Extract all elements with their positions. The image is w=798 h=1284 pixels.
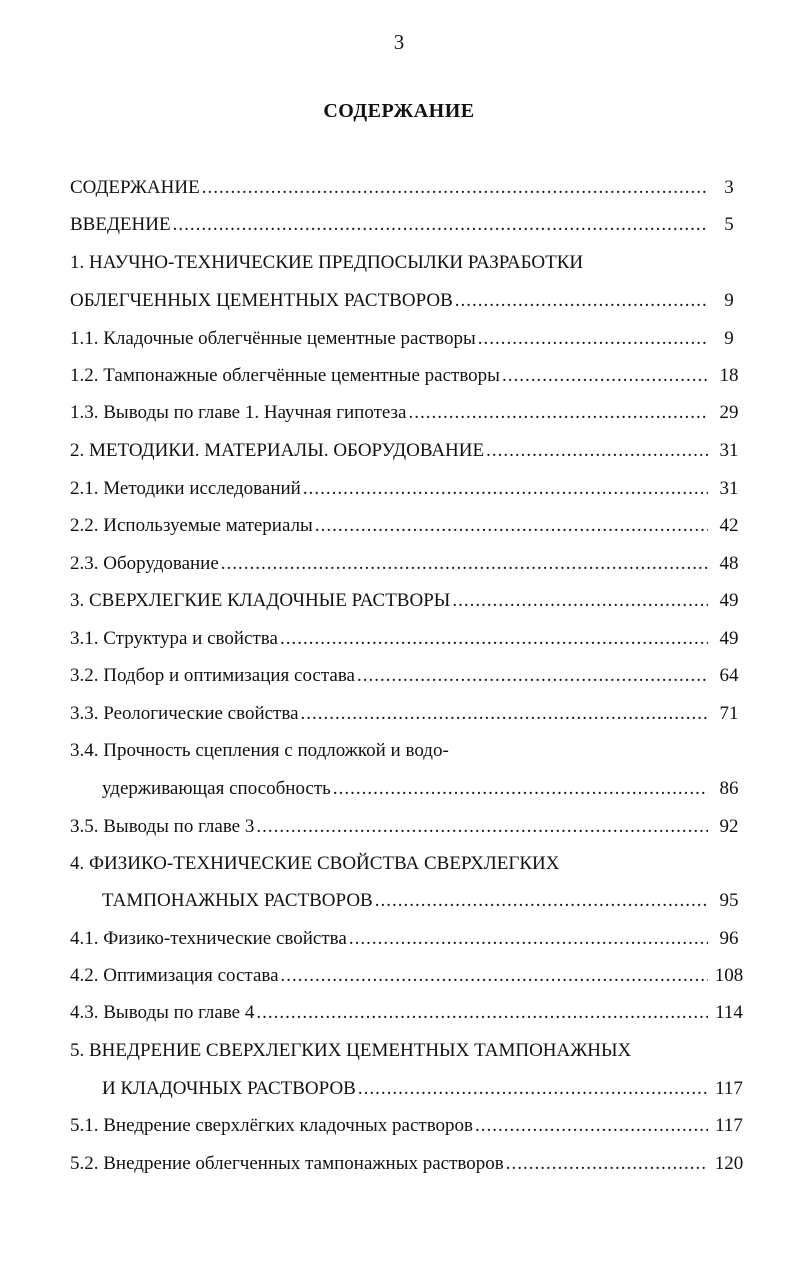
- toc-entry-title: 4.2. Оптимизация состава: [70, 965, 279, 986]
- toc-entry: [70, 362, 710, 390]
- toc-entry-page: 96: [719, 928, 739, 949]
- toc-entry-title: 5. ВНЕДРЕНИЕ СВЕРХЛЕГКИХ ЦЕМЕНТНЫХ ТАМПОНАЖНЫХ: [70, 1040, 632, 1061]
- toc-entry-page: 117: [715, 1115, 743, 1136]
- toc-entry-title: 3.3. Реологические свойства: [70, 703, 299, 724]
- leader-dots: [502, 362, 708, 390]
- toc-entry: [70, 737, 710, 765]
- toc-entry-title: 4. ФИЗИКО-ТЕХНИЧЕСКИЕ СВОЙСТВА СВЕРХЛЕГКИХ: [70, 853, 560, 874]
- toc-entry-page: 49: [719, 628, 739, 649]
- leader-dots: [349, 925, 708, 953]
- toc-entry-page: 9: [724, 290, 734, 311]
- toc-entry-title: 2.2. Используемые материалы: [70, 515, 313, 536]
- toc-entry-page: 71: [719, 703, 739, 724]
- toc-entry-page: 117: [715, 1078, 743, 1099]
- toc-entry: [70, 399, 710, 427]
- toc-entry-page: 3: [724, 177, 734, 198]
- toc-entry-page: 48: [719, 553, 739, 574]
- leader-dots: [202, 174, 708, 202]
- leader-dots: [280, 625, 708, 653]
- toc-entry-page: 86: [719, 778, 739, 799]
- toc-entry-title: 3.2. Подбор и оптимизация состава: [70, 665, 355, 686]
- toc-entry-page: 31: [719, 478, 739, 499]
- leader-dots: [301, 700, 708, 728]
- toc-entry-page: 5: [724, 214, 734, 235]
- leader-dots: [333, 775, 708, 803]
- toc-entry-title: СОДЕРЖАНИЕ: [70, 177, 200, 198]
- toc-entry: [70, 850, 710, 878]
- toc-entry: [70, 475, 710, 503]
- leader-dots: [358, 1075, 708, 1103]
- toc-entry-page: 120: [714, 1153, 744, 1174]
- toc-entry-page: 49: [719, 590, 739, 611]
- leader-dots: [486, 437, 708, 465]
- toc-entry: [70, 813, 710, 841]
- toc-entry-page: 95: [719, 890, 739, 911]
- leader-dots: [281, 962, 708, 990]
- toc-entry-title: 1.1. Кладочные облегчённые цементные растворы: [70, 328, 476, 349]
- toc-entry: [70, 325, 710, 353]
- toc-entry-title: 4.3. Выводы по главе 4: [70, 1002, 255, 1023]
- toc-entry-title: 5.1. Внедрение сверхлёгких кладочных растворов: [70, 1115, 474, 1136]
- toc-entry-title: ТАМПОНАЖНЫХ РАСТВОРОВ: [102, 890, 373, 911]
- toc-entry-title: 3.4. Прочность сцепления с подложкой и водо-: [70, 740, 449, 761]
- toc-entry-title: ВВЕДЕНИЕ: [70, 214, 171, 235]
- toc-entry-title: 3. СВЕРХЛЕГКИЕ КЛАДОЧНЫЕ РАСТВОРЫ: [70, 590, 451, 611]
- toc-entry: [70, 550, 710, 578]
- leader-dots: [475, 1112, 708, 1140]
- toc-entry-title: 1. НАУЧНО-ТЕХНИЧЕСКИЕ ПРЕДПОСЫЛКИ РАЗРАБОТКИ: [70, 252, 584, 273]
- toc-entry-page: 9: [724, 328, 734, 349]
- toc-entry-title: 2.1. Методики исследований: [70, 478, 301, 499]
- toc-entry: [102, 887, 710, 915]
- leader-dots: [256, 813, 708, 841]
- toc-entry: [102, 1075, 710, 1103]
- leader-dots: [256, 999, 708, 1027]
- leader-dots: [452, 587, 708, 615]
- toc-entry-title: 5.2. Внедрение облегченных тампонажных растворов: [70, 1153, 504, 1174]
- toc-entry: [70, 512, 710, 540]
- toc-entry-page: 92: [719, 816, 739, 837]
- toc-entry: [70, 1037, 710, 1065]
- toc-entry-title: 1.2. Тампонажные облегчённые цементные растворы: [70, 365, 500, 386]
- toc-entry-title: ОБЛЕГЧЕННЫХ ЦЕМЕНТНЫХ РАСТВОРОВ: [70, 290, 453, 311]
- toc-entry: [70, 925, 710, 953]
- toc-entry: [70, 1150, 710, 1178]
- toc-entry-page: 31: [719, 440, 739, 461]
- toc-entry-title: И КЛАДОЧНЫХ РАСТВОРОВ: [102, 1078, 356, 1099]
- toc-entry-page: 108: [714, 965, 744, 986]
- toc-entry-title: 2.3. Оборудование: [70, 553, 219, 574]
- toc-entry: [70, 437, 710, 465]
- leader-dots: [478, 325, 708, 353]
- toc-entry-page: 64: [719, 665, 739, 686]
- leader-dots: [375, 887, 708, 915]
- toc-entry: [70, 287, 710, 315]
- leader-dots: [173, 211, 708, 239]
- leader-dots: [357, 662, 708, 690]
- toc-entry-title: 3.5. Выводы по главе 3: [70, 816, 255, 837]
- leader-dots: [315, 512, 708, 540]
- toc-entry-page: 42: [719, 515, 739, 536]
- toc-entry: [70, 1112, 710, 1140]
- leader-dots: [455, 287, 708, 315]
- toc-entry-page: 29: [719, 402, 739, 423]
- toc-entry-page: 18: [719, 365, 739, 386]
- toc-entry-title: 4.1. Физико-технические свойства: [70, 928, 347, 949]
- toc-entry: [70, 211, 710, 239]
- page-number: 3: [393, 30, 405, 54]
- toc-entry: [70, 700, 710, 728]
- toc-entry-title: 3.1. Структура и свойства: [70, 628, 278, 649]
- toc-entry-title: 2. МЕТОДИКИ. МАТЕРИАЛЫ. ОБОРУДОВАНИЕ: [70, 440, 485, 461]
- toc-entry: [70, 587, 710, 615]
- toc-entry-title: удерживающая способность: [102, 778, 331, 799]
- leader-dots: [409, 399, 709, 427]
- toc-entry: [70, 174, 710, 202]
- toc-entry: [70, 662, 710, 690]
- toc-entry-title: 1.3. Выводы по главе 1. Научная гипотеза: [70, 402, 407, 423]
- toc-entry: [70, 999, 710, 1027]
- toc-entry-page: 114: [715, 1002, 743, 1023]
- leader-dots: [506, 1150, 708, 1178]
- toc-heading: СОДЕРЖАНИЕ: [323, 100, 475, 122]
- leader-dots: [221, 550, 708, 578]
- toc-entry: [70, 962, 710, 990]
- leader-dots: [303, 475, 708, 503]
- toc-entry: [70, 249, 710, 277]
- toc-entry: [70, 625, 710, 653]
- toc-entry: [102, 775, 710, 803]
